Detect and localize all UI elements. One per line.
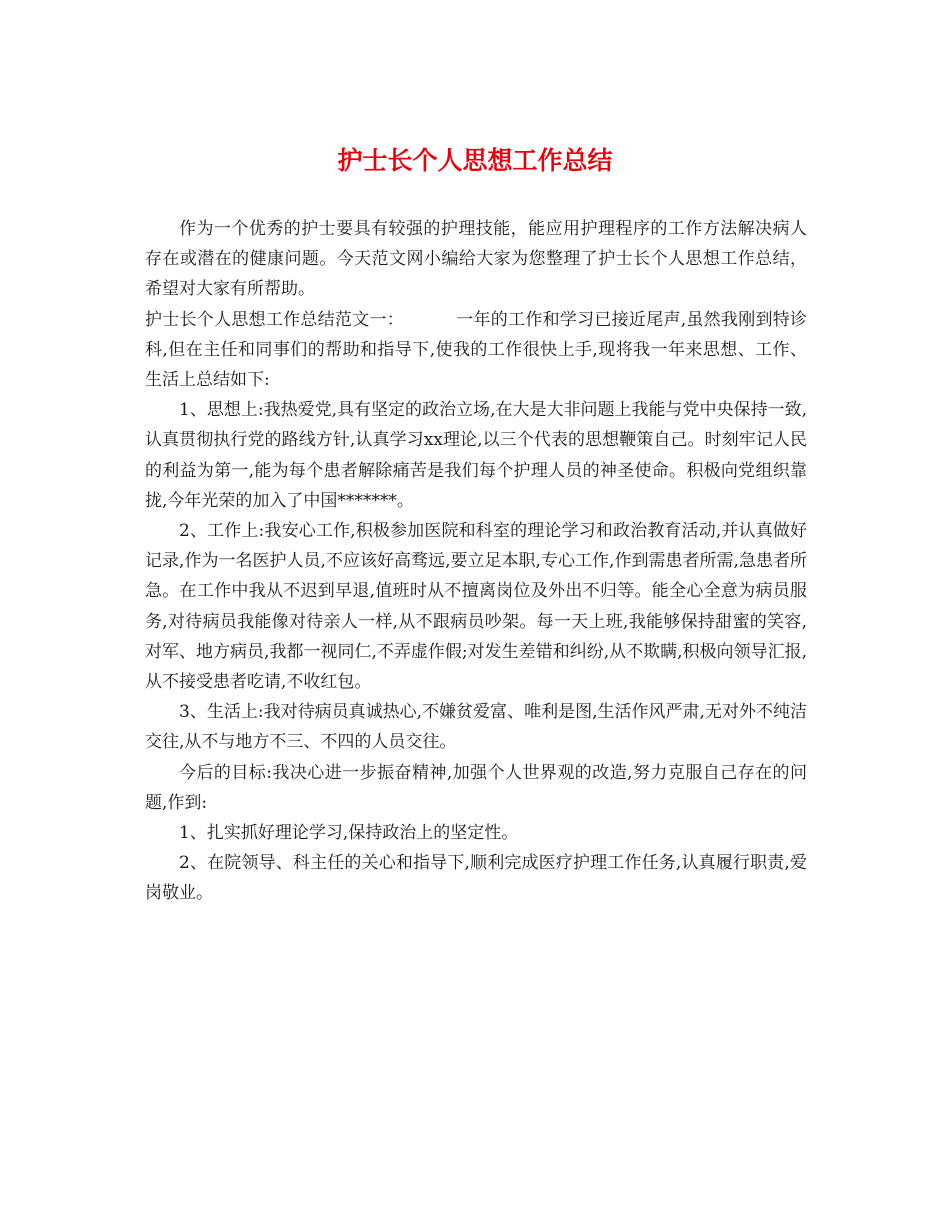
sample-text: 一年的工作和学习已接近尾声,虽然我刚到特诊科,但在主任和同事们的帮助和指导下,使我的工作很快上手,现将我一年来思想、工作、生活上总结如下:	[145, 309, 807, 391]
sample-paragraph	[145, 305, 807, 396]
goal-item-2: 2、在院领导、科主任的关心和指导下,顺利完成医疗护理工作任务,认真履行职责,爱岗敬业。	[145, 853, 807, 904]
work-paragraph: 2、工作上:我安心工作,积极参加医院和科室的理论学习和政治教育活动,并认真做好记录,作为一名医护人员,不应该好高骛远,要立足本职,专心工作,作到需患者所需,急患者所急。在工作中我从不迟到早退,值班时从不擅离岗位及外出不归等。能全心全意为病员服务,对待病员我能像对待亲人一样,从不跟病员吵架。每一天上班,我能够保持甜蜜的笑容,对军、地方病员,我都一视同仁,不弄虚作假;对发生差错和纠纷,从不欺瞒,积极向领导汇报,从不接受患者吃请,不收红包。	[145, 521, 807, 693]
document-title: 护士长个人思想工作总结	[337, 146, 613, 175]
sample-label: 护士长个人思想工作总结范文一：	[145, 309, 404, 330]
life-paragraph: 3、生活上:我对待病员真诚热心,不嫌贫爱富、唯利是图,生活作风严肃,无对外不纯洁交往,从不与地方不三、不四的人员交往。	[145, 702, 807, 753]
goal-item-1: 1、扎实抓好理论学习,保持政治上的坚定性。	[179, 823, 519, 844]
goal-paragraph: 今后的目标:我决心进一步振奋精神,加强个人世界观的改造,努力克服自己存在的问题,作到:	[145, 762, 807, 813]
thought-paragraph: 1、思想上:我热爱党,具有坚定的政治立场,在大是大非问题上我能与党中央保持一致,认真贯彻执行党的路线方针,认真学习xx理论,以三个代表的思想鞭策自己。时刻牢记人民的利益为第一,能为每个患者解除痛苦是我们每个护理人员的神圣使命。积极向党组织靠拢,今年光荣的加入了中国*******。	[145, 400, 807, 511]
intro-paragraph: 作为一个优秀的护士要具有较强的护理技能，能应用护理程序的工作方法解决病人存在或潜在的健康问题。今天范文网小编给大家为您整理了护士长个人思想工作总结，希望对大家有所帮助。	[145, 219, 807, 300]
document-body	[145, 214, 807, 909]
